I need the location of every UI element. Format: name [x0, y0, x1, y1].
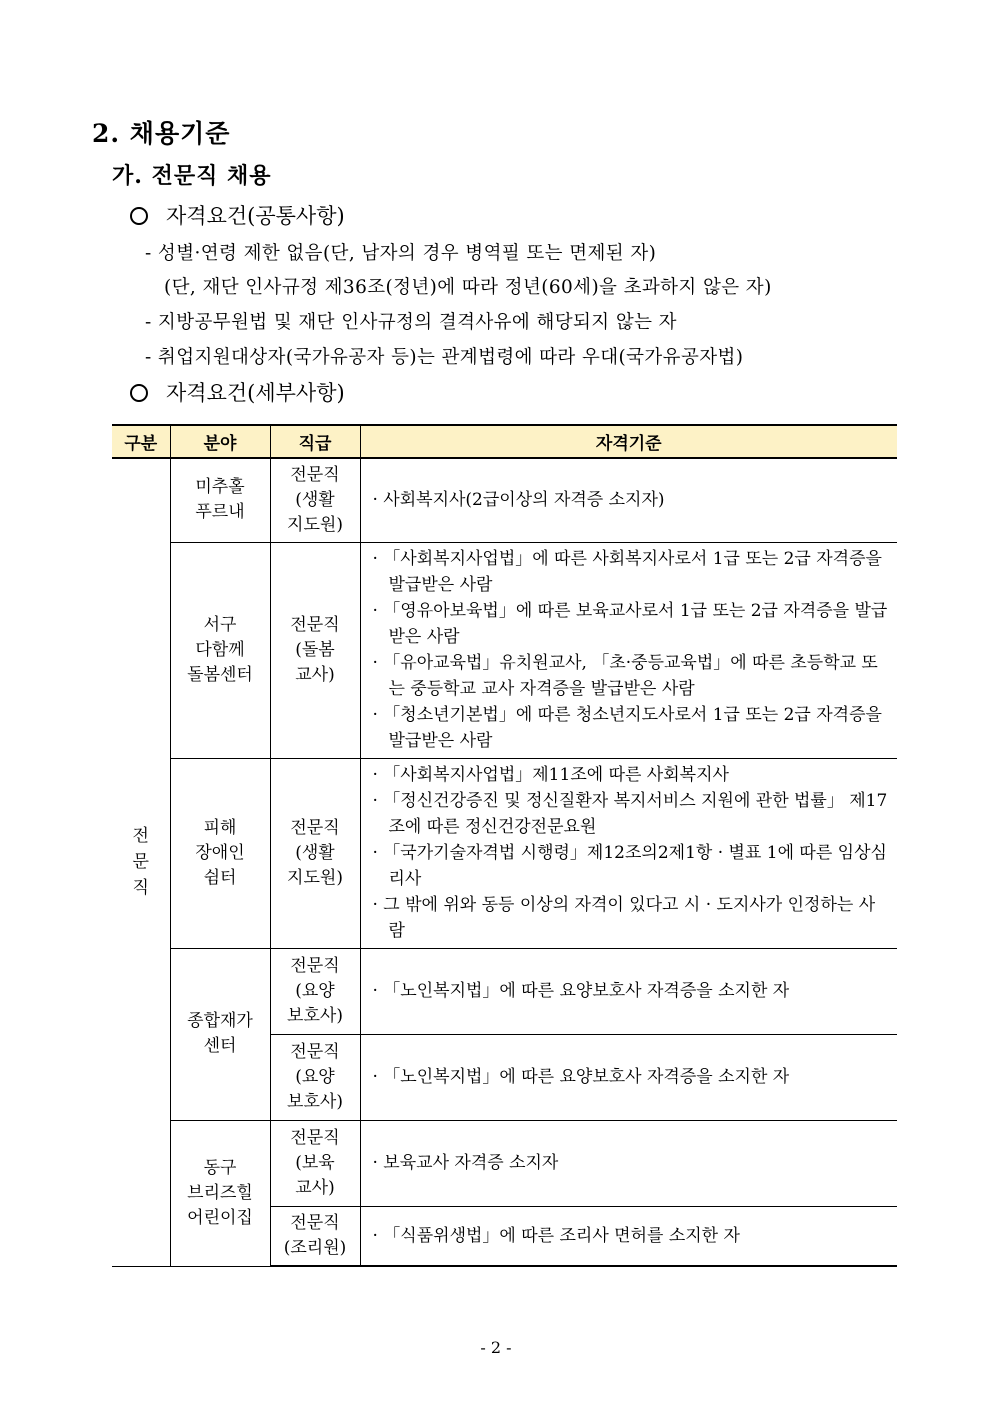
criteria-item: · 「유아교육법」유치원교사, 「초·중등교육법」에 따른 초등학교 또는 중등학교 교사 자격증을 발급받은 사람	[372, 653, 878, 699]
section-heading: 2. 채용기준	[92, 119, 231, 148]
criteria-item: · 「청소년기본법」에 따른 청소년지도사로서 1급 또는 2급 자격증을 발급받은 사람	[372, 705, 882, 751]
grade-cell: 전문직 (생활 지도원)	[270, 758, 360, 948]
criteria-item: · 「영유아보육법」에 따른 보육교사로서 1급 또는 2급 자격증을 발급받은 사람	[372, 601, 888, 647]
grade-cell: 전문직 (요양 보호사)	[270, 948, 360, 1034]
table-header-row	[112, 425, 897, 458]
criteria-item: · 「노인복지법」에 따른 요양보호사 자격증을 소지한 자	[372, 1067, 790, 1087]
header-grade: 직급	[270, 425, 360, 458]
common-line-1: - 성별·연령 제한 없음(단, 남자의 경우 병역필 또는 면제된 자)	[145, 243, 657, 264]
common-line-2: (단, 재단 인사규정 제36조(정년)에 따라 정년(60세)을 초과하지 않은 자)	[164, 277, 772, 298]
criteria-item: · 보육교사 자격증 소지자	[372, 1153, 559, 1173]
grade-cell: 전문직 (보육 교사)	[270, 1120, 360, 1206]
criteria-cell	[360, 1034, 897, 1120]
criteria-item: · 「사회복지사업법」제11조에 따른 사회복지사	[372, 765, 729, 785]
header-criteria: 자격기준	[360, 425, 897, 458]
criteria-cell	[360, 542, 897, 758]
grade-cell: 전문직 (요양 보호사)	[270, 1034, 360, 1120]
criteria-item: · 「식품위생법」에 따른 조리사 면허를 소지한 자	[372, 1225, 740, 1246]
category-label: 전 문 직	[132, 826, 149, 899]
criteria-cell	[360, 458, 897, 542]
requirements-table	[112, 424, 897, 1267]
category-cell	[112, 458, 170, 1266]
detail-requirements-title: 자격요건(세부사항)	[130, 377, 345, 407]
table-row	[112, 948, 897, 1034]
criteria-cell	[360, 948, 897, 1034]
common-requirements-title: 자격요건(공통사항)	[130, 200, 345, 230]
criteria-item: · 「노인복지법」에 따른 요양보호사 자격증을 소지한 자	[372, 981, 790, 1001]
field-cell: 종합재가 센터	[170, 948, 270, 1120]
circle-bullet-icon	[130, 384, 148, 402]
field-cell: 피해 장애인 쉼터	[170, 758, 270, 948]
table-row	[112, 758, 897, 948]
field-cell: 동구 브리즈힐 어린이집	[170, 1120, 270, 1266]
criteria-item: · 그 밖에 위와 동등 이상의 자격이 있다고 시 · 도지사가 인정하는 사람	[372, 895, 876, 941]
criteria-item: · 「사회복지사업법」에 따른 사회복지사로서 1급 또는 2급 자격증을 발급받은 사람	[372, 549, 882, 595]
table-row	[112, 542, 897, 758]
grade-cell: 전문직 (조리원)	[270, 1206, 360, 1266]
header-field: 분야	[170, 425, 270, 458]
table-row	[112, 1120, 897, 1206]
criteria-item: · 「국가기술자격법 시행령」제12조의2제1항 · 별표 1에 따른 임상심리사	[372, 843, 887, 889]
criteria-item: · 사회복지사(2급이상의 자격증 소지자)	[372, 490, 665, 511]
subsection-heading: 가. 전문직 채용	[112, 163, 272, 189]
grade-cell: 전문직 (돌봄 교사)	[270, 542, 360, 758]
common-line-4: - 취업지원대상자(국가유공자 등)는 관계법령에 따라 우대(국가유공자법)	[145, 347, 744, 368]
criteria-cell	[360, 1206, 897, 1266]
page-number: - 2 -	[480, 1338, 512, 1357]
field-cell: 서구 다함께 돌봄센터	[170, 542, 270, 758]
header-category: 구분	[112, 425, 170, 458]
criteria-item: · 「정신건강증진 및 정신질환자 복지서비스 지원에 관한 법률」 제17조에 따른 정신건강전문요원	[372, 791, 888, 837]
criteria-cell	[360, 1120, 897, 1206]
field-cell: 미추홀 푸르내	[170, 458, 270, 542]
grade-cell: 전문직 (생활 지도원)	[270, 458, 360, 542]
common-line-3: - 지방공무원법 및 재단 인사규정의 결격사유에 해당되지 않는 자	[145, 312, 677, 333]
table-row	[112, 458, 897, 542]
circle-bullet-icon	[130, 207, 148, 225]
criteria-cell	[360, 758, 897, 948]
